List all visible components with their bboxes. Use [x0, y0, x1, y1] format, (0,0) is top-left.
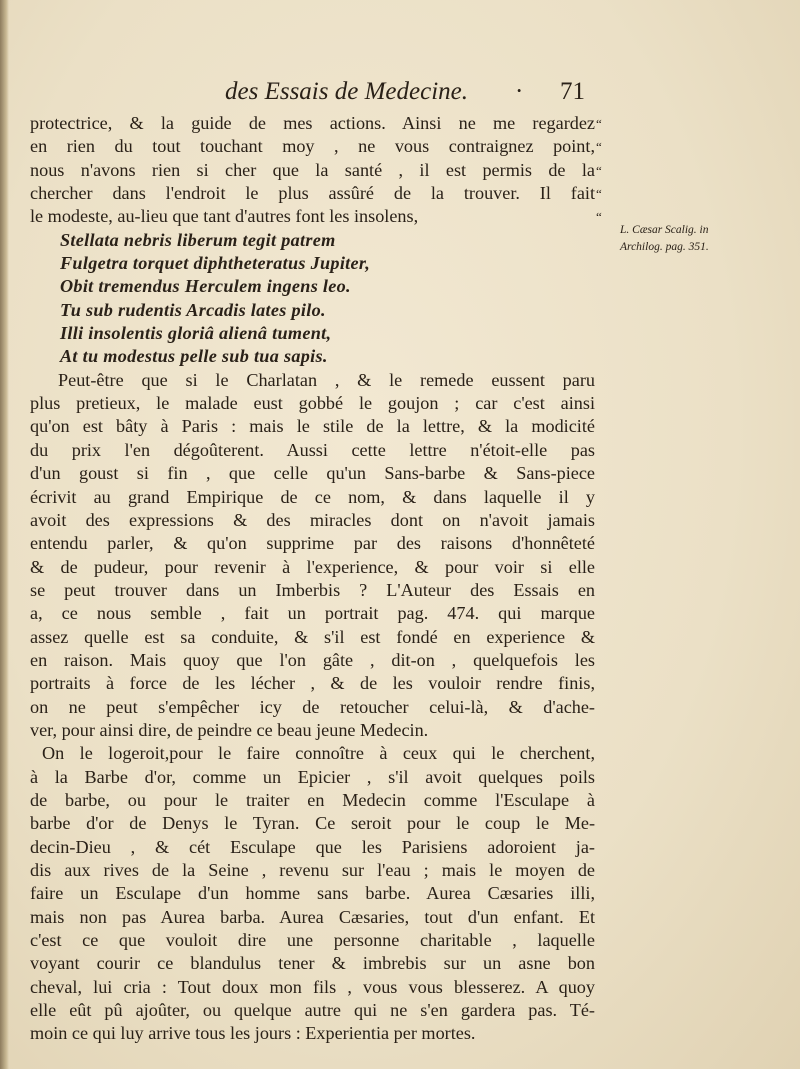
page-gutter	[0, 0, 9, 1069]
quote-mark: “	[596, 186, 602, 202]
verse-line: Illi insolentis gloriâ alienâ tument,	[60, 323, 332, 344]
marginal-note-line: L. Cæsar Scalig. in	[620, 224, 709, 236]
text-line: protectrice, & la guide de mes actions. Ainsi ne me regardez	[30, 113, 595, 133]
text-line: barbe d'or de Denys le Tyran. Ce seroit pour le coup le Me-	[30, 813, 595, 834]
text-line: dis aux rives de la Seine , revenu sur l'eau ; mais le moyen de	[30, 860, 595, 880]
header-separator: ·	[515, 78, 524, 105]
text-line: du prix l'en dégoûterent. Aussi cette lettre n'étoit-elle pas	[30, 439, 595, 460]
text-line: portraits à force de les lécher , & de les vouloir rendre finis,	[30, 673, 595, 694]
text-line: en raison. Mais quoy que l'on gâte , dit-on , quelquefois les	[30, 649, 595, 670]
running-title: des Essais de Medecine.	[225, 78, 468, 105]
text-line: ver, pour ainsi dire, de peindre ce beau jeune Medecin.	[30, 719, 429, 740]
quote-mark: “	[596, 162, 602, 178]
text-line: on ne peut s'empêcher icy de retoucher celui-là, & d'ache-	[30, 696, 595, 717]
text-line: faire un Esculape d'un homme sans barbe. Aurea Cæsaries illi,	[30, 883, 595, 904]
text-line: cheval, lui cria : Tout doux mon fils , vous vous blesserez. A quoy	[30, 976, 595, 997]
verse-line: Obit tremendus Herculem ingens leo.	[60, 276, 351, 297]
margin-quote-marks	[596, 112, 616, 229]
text-line: & de pudeur, pour revenir à l'experience, & pour voir si elle	[30, 556, 595, 577]
body-text	[30, 112, 595, 1046]
text-line: qu'on est bâty à Paris : mais le stile de la lettre, & la modicité	[30, 416, 595, 437]
text-line: le modeste, au-lieu que tant d'autres font les insolens,	[30, 206, 419, 227]
text-line: a, ce nous semble , fait un portrait pag. 474. qui marque	[30, 603, 595, 624]
text-line: écrivit au grand Empirique de ce nom, & dans laquelle il y	[30, 486, 595, 507]
text-line: à la Barbe d'or, comme un Epicier , s'il avoit quelques poils	[30, 766, 595, 787]
verse-line: Fulgetra torquet diphtheteratus Jupiter,	[60, 253, 371, 274]
text-line: plus pretieux, le malade eust gobbé le goujon ; car c'est ainsi	[30, 393, 595, 414]
text-line: mais non pas Aurea barba. Aurea Cæsaries, tout d'un enfant. Et	[30, 906, 595, 927]
text-line: elle eût pû ajoûter, ou quelque autre qui ne s'en gardera pas. Té-	[30, 1000, 595, 1021]
text-line: c'est ce que vouloit dire une personne charitable , laquelle	[30, 930, 595, 951]
quote-mark: “	[596, 139, 602, 155]
verse-line: Tu sub rudentis Arcadis lates pilo.	[60, 299, 326, 320]
text-line: decin-Dieu , & cét Esculape que les Parisiens adoroient ja-	[30, 836, 595, 857]
text-line: d'un goust si fin , que celle qu'un Sans-barbe & Sans-piece	[30, 463, 595, 484]
text-line: voyant courir ce blandulus tener & imbrebis sur un asne bon	[30, 953, 595, 974]
text-line: nous n'avons rien si cher que la santé , il est permis de la	[30, 159, 595, 180]
text-line: moin ce qui luy arrive tous les jours : Experientia per mortes.	[30, 1023, 476, 1044]
marginal-note	[620, 222, 770, 256]
page-number: 71	[560, 78, 585, 105]
text-line: On le logeroit,pour le faire connoître à ceux qui le cherchent,	[42, 743, 595, 764]
verse-line: At tu modestus pelle sub tua sapis.	[60, 346, 328, 367]
text-line: assez quelle est sa conduite, & s'il est fondé en experience &	[30, 626, 595, 647]
quote-mark: “	[596, 209, 602, 225]
verse-line: Stellata nebris liberum tegit patrem	[60, 229, 336, 250]
running-header	[225, 78, 585, 108]
text-line: en rien du tout touchant moy , ne vous contraignez point,	[30, 136, 595, 157]
text-line: se peut trouver dans un Imberbis ? L'Auteur des Essais en	[30, 579, 595, 600]
text-line: avoit des expressions & des miracles dont on n'avoit jamais	[30, 509, 595, 530]
quote-mark: “	[596, 116, 602, 131]
text-line: Peut-être que si le Charlatan , & le remede eussent paru	[58, 369, 595, 390]
text-line: chercher dans l'endroit le plus assûré de la trouver. Il fait	[30, 183, 595, 204]
text-line: de barbe, ou pour le traiter en Medecin comme l'Esculape à	[30, 789, 595, 810]
marginal-note-line: Archilog. pag. 351.	[620, 241, 709, 253]
text-line: entendu parler, & qu'on supprime par des raisons d'honnêteté	[30, 533, 595, 554]
